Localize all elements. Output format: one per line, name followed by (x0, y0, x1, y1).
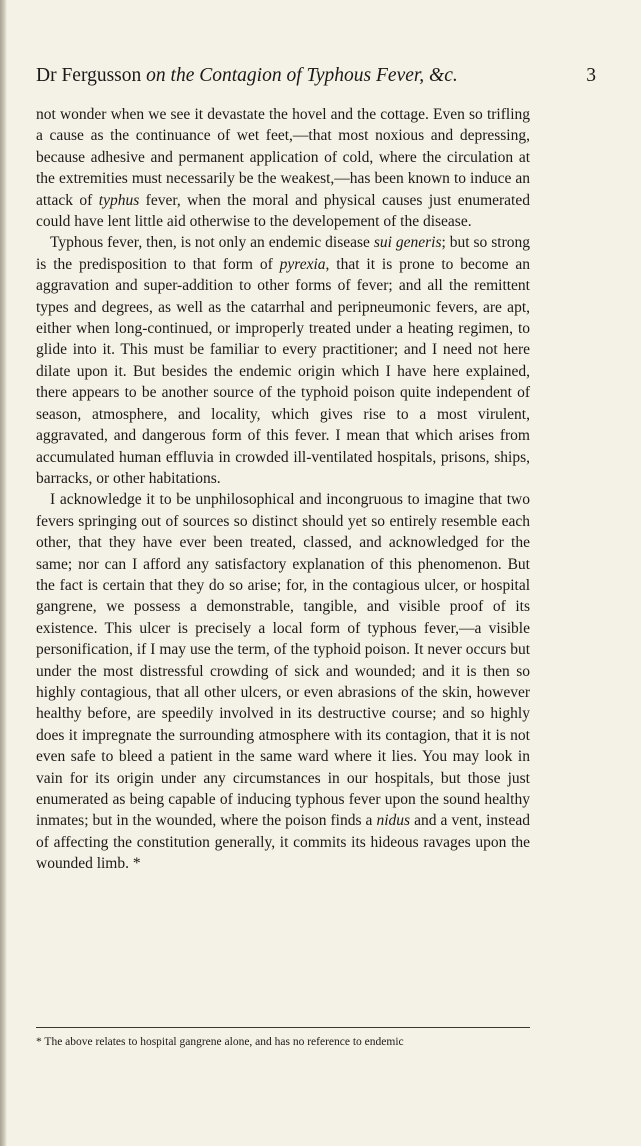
running-header (36, 64, 596, 88)
page-number: 3 (586, 65, 596, 86)
page-edge-shadow (0, 0, 7, 1146)
italic-term: pyrexia (279, 255, 326, 273)
footnote-rule (36, 1027, 530, 1028)
header-running-title: on the Contagion of Typhous Fever, &c. (146, 65, 458, 86)
header-author: Dr Fergusson (36, 65, 147, 86)
paragraph-1: not wonder when we see it devastate the hovel and the cottage. Even so trifling a cause as the continuance of wet feet,—that most noxious and depressing, because adhesive and permanent application of cold, where the circulation at the extremities must necessarily be the weakest,—has been known to induce an attack of typhus fever, when the moral and physical causes just enumerated could have lent little aid otherwise to the developement of the disease. (36, 106, 530, 231)
paragraph-3: I acknowledge it to be unphilosophical and incongruous to imagine that two fevers springing out of sources so distinct should yet so entirely resemble each other, that they have ever been treated, classed, and acknowledged for the same; nor can I afford any satisfactory explanation of this phenomenon. But the fact is certain that they do so arise; for, in the contagious ulcer, or hospital gangrene, we possess a demonstrable, tangible, and visible proof of its existence. This ulcer is precisely a local form of typhous fever,—a visible personification, if I may use the term, of the typhoid poison. It never occurs but under the most distressful crowding of sick and wounded; and it is then so highly contagious, that all other ulcers, or even abrasions of the skin, however healthy before, are speedily involved in its destructive course; and so highly does it impregnate the surrounding atmosphere with its contagion, that it is not even safe to bleed a patient in the same ward where it lies. You may look in vain for its origin under any circumstances in our hospitals, but those just enumerated as being capable of inducing typhous fever upon the sound healthy inmates; but in the wounded, where the poison finds a nidus and a vent, instead of affecting the constitution generally, it commits its hideous ravages upon the wounded limb. * (36, 491, 530, 873)
footnote: * The above relates to hospital gangrene alone, and has no reference to endemic (36, 1036, 404, 1048)
body-text (36, 104, 530, 875)
italic-term: sui generis (373, 234, 442, 252)
paragraph-2: Typhous fever, then, is not only an endemic disease sui generis; but so strong is the predisposition to that form of pyrexia, that it is prone to become an aggravation and super-addition to other forms of fever; and all the remittent types and degrees, as well as the catarrhal and peripneumonic fevers, are apt, either when long-continued, or improperly treated under a heating regimen, to glide into it. This must be familiar to every practitioner; and I need not here dilate upon it. But besides the endemic origin which I have here explained, there appears to be another source of the typhoid poison quite independent of season, atmosphere, and locality, which gives rise to a most virulent, aggravated, and dangerous form of this fever. I mean that which arises from accumulated human effluvia in crowded ill-ventilated hospitals, prisons, ships, barracks, or other habitations. (36, 234, 530, 487)
italic-term: nidus (376, 812, 411, 830)
italic-term: typhus (98, 191, 140, 209)
